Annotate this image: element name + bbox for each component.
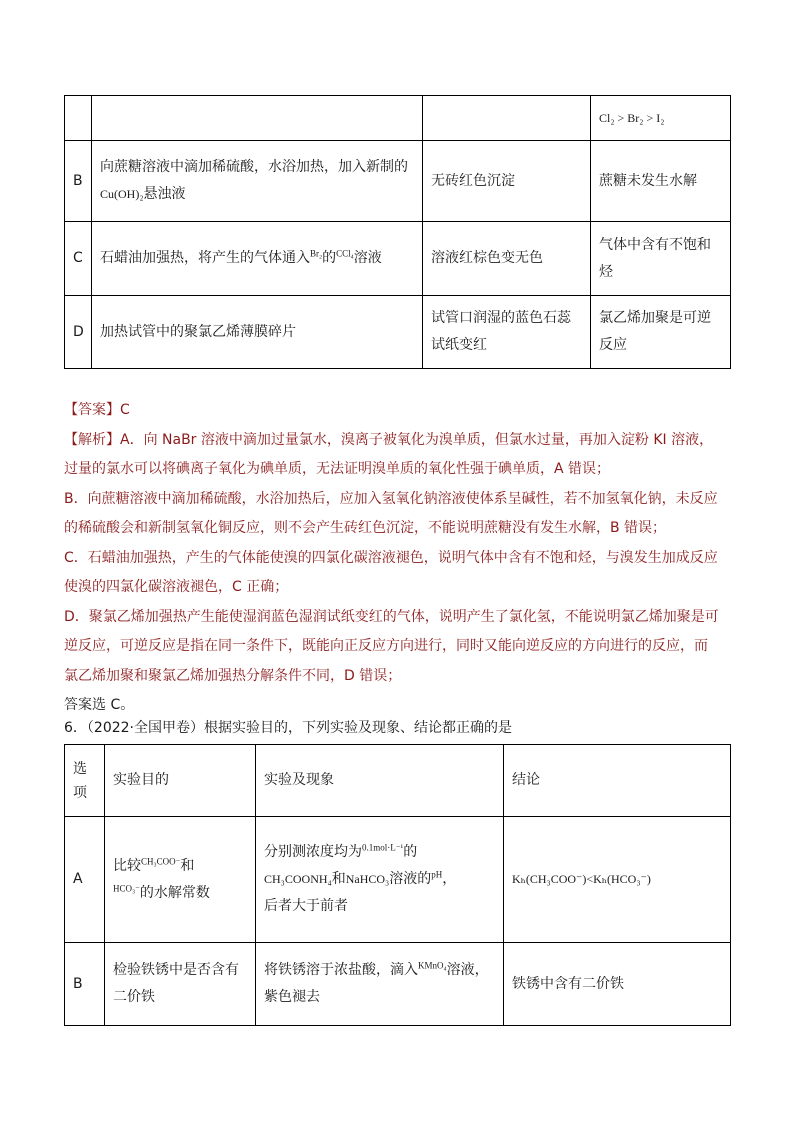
table-row [65, 943, 731, 1026]
table-row [65, 96, 731, 141]
option-cell: C [65, 222, 92, 296]
conclusion-cell: 蔗糖未发生水解 [591, 141, 731, 222]
experiment-cell: 加热试管中的聚氯乙烯薄膜碎片 [92, 296, 423, 369]
experiment-cell [92, 96, 423, 141]
purpose-cell: 比较$^{CH_3COO^-}$和 $^{HCO_3^-}$的水解常数 [105, 817, 256, 943]
analysis-line: 的稀硫酸会和新制氢氧化铜反应，则不会产生砖红色沉淀，不能说明蔗糖没有发生水解，B 错误； [64, 520, 667, 536]
question-stem: 6．（2022·全国甲卷）根据实验目的，下列实验及现象、结论都正确的是 [64, 720, 512, 736]
header-conclusion: 结论 [504, 745, 731, 817]
phenomenon-cell [423, 96, 591, 141]
option-cell: B [65, 141, 92, 222]
header-purpose: 实验目的 [105, 745, 256, 817]
table-row [65, 222, 731, 296]
purpose-cell: 检验铁锈中是否含有二价铁 [105, 943, 256, 1026]
conclusion-cell [591, 96, 731, 141]
option-cell: B [65, 943, 105, 1026]
experiment-table-1 [64, 95, 731, 369]
table-header-row [65, 745, 731, 817]
conclusion-cell: 铁锈中含有二价铁 [504, 943, 731, 1026]
answer-line: 【答案】C [64, 402, 130, 418]
analysis-line: C．石蜡油加强热，产生的气体能使溴的四氯化碳溶液褪色，说明气体中含有不饱和烃，与溴发生加成反应 [64, 549, 718, 566]
phenomenon-cell: 试管口润湿的蓝色石蕊试纸变红 [423, 296, 591, 369]
analysis-line: 使溴的四氯化碳溶液褪色，C 正确； [64, 579, 289, 595]
header-option: 选项 [65, 745, 105, 817]
experiment-cell: 分别测浓度均为$^{0.1mol\cdot L^{-1}}$的 CH₃COONH₄和NaHCO₃溶液的$^{pH}$， 后者大于前者 [256, 817, 504, 943]
analysis-line: 【解析】A．向 NaBr 溶液中滴加过量氯水，溴离子被氧化为溴单质，但氯水过量，再加入淀粉 KI 溶液， [64, 431, 714, 448]
table-row [65, 817, 731, 943]
option-cell: D [65, 296, 92, 369]
experiment-table-2 [64, 744, 731, 1026]
analysis-line: 过量的氯水可以将碘离子氧化为碘单质，无法证明溴单质的氧化性强于碘单质，A 错误； [64, 461, 611, 477]
phenomenon-cell: 溶液红棕色变无色 [423, 222, 591, 296]
experiment-cell: 石蜡油加强热，将产生的气体通入$^{Br_2}$的$^{CCl_4}$溶液 [92, 222, 423, 296]
conclusion-cell: 气体中含有不饱和烃 [591, 222, 731, 296]
table-row [65, 141, 731, 222]
table-row [65, 296, 731, 369]
analysis-line: 逆反应，可逆反应是指在同一条件下，既能向正反应方向进行，同时又能向逆反应的方向进行的反应，而 [64, 638, 708, 654]
final-answer-line: 答案选 C。 [64, 697, 135, 713]
experiment-cell: 将铁锈溶于浓盐酸，滴入$^{KMnO_4}$溶液， 紫色褪去 [256, 943, 504, 1026]
experiment-cell: 向蔗糖溶液中滴加稀硫酸，水浴加热，加入新制的 Cu(OH)₂悬浊液 [92, 141, 423, 222]
option-cell: A [65, 817, 105, 943]
analysis-line: D．聚氯乙烯加强热产生能使湿润蓝色湿润试纸变红的气体，说明产生了氯化氢，不能说明氯乙烯加聚是可 [64, 608, 719, 625]
phenomenon-cell: 无砖红色沉淀 [423, 141, 591, 222]
analysis-line: 氯乙烯加聚和聚氯乙烯加强热分解条件不同，D 错误； [64, 667, 402, 684]
header-experiment: 实验及现象 [256, 745, 504, 817]
option-cell [65, 96, 92, 141]
analysis-line: B．向蔗糖溶液中滴加稀硫酸，水浴加热后，应加入氢氧化钠溶液使体系呈碱性，若不加氢氧化钠，未反应 [64, 490, 718, 507]
halogen-order: Cl₂ > Br₂ > I₂ [599, 110, 665, 125]
conclusion-cell: Kₕ(CH₃COO⁻)<Kₕ(HCO₃⁻) [504, 817, 731, 943]
answer-analysis [64, 396, 734, 721]
conclusion-cell: 氯乙烯加聚是可逆反应 [591, 296, 731, 369]
